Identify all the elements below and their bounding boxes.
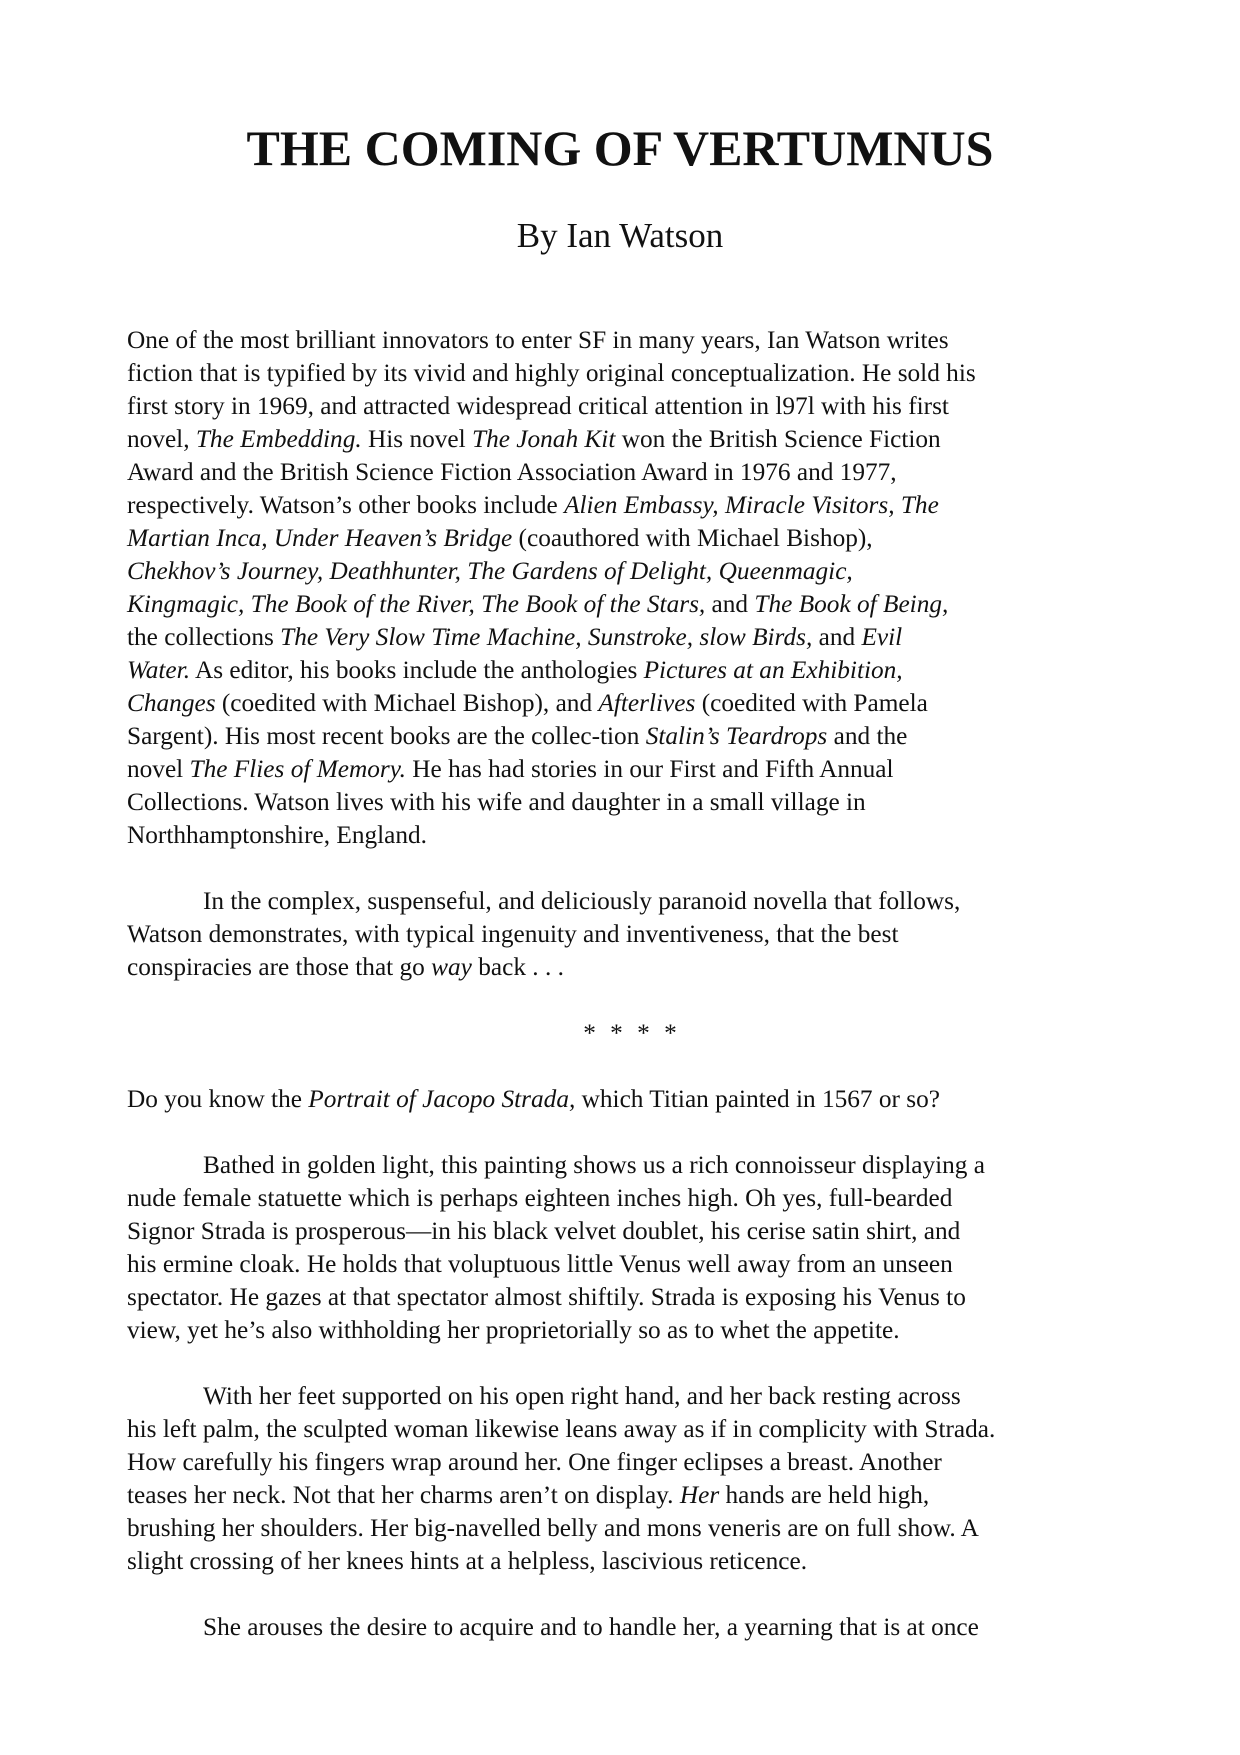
book-title: The Flies of Memory. (189, 755, 406, 783)
text-line: his ermine cloak. He holds that voluptuous little Venus well away from an unseen (127, 1250, 953, 1278)
text-line: Changes (coedited with Michael Bishop), and Afterlives (coedited with Pamela (127, 689, 928, 717)
text-line: Watson demonstrates, with typical ingenuity and inventiveness, that the best (127, 920, 899, 948)
text-line: novel, The Embedding. His novel The Jonah Kit won the British Science Fiction (127, 425, 941, 453)
text-line: nude female statuette which is perhaps eighteen inches high. Oh yes, full-bearded (127, 1184, 953, 1212)
emphasis: Her (679, 1481, 720, 1509)
text-line: Signor Strada is prosperous—in his black velvet doublet, his cerise satin shirt, and (127, 1217, 961, 1245)
text-line (127, 555, 1137, 588)
story-paragraph (127, 1380, 1137, 1578)
text-line: Martian Inca, Under Heaven’s Bridge (coauthored with Michael Bishop), (127, 524, 873, 552)
book-title: Water. (127, 656, 191, 684)
text-line: Water. As editor, his books include the anthologies Pictures at an Exhibition, (127, 656, 903, 684)
text-line: Do you know the Portrait of Jacopo Strada, which Titian painted in 1567 or so? (127, 1085, 940, 1113)
book-title: Chekhov’s Journey, Deathhunter, The Gardens of Delight, Queenmagic, (127, 557, 853, 585)
book-title: The Very Slow Time Machine, Sunstroke, slow Birds, (280, 623, 813, 651)
text-line: Collections. Watson lives with his wife and daughter in a small village in (127, 788, 866, 816)
emphasis: way (431, 953, 472, 981)
text-line: conspiracies are those that go way back . . . (127, 953, 564, 981)
story-title: THE COMING OF VERTUMNUS (246, 120, 994, 176)
book-title: Stalin’s Teardrops (645, 722, 828, 750)
book-title: Changes (127, 689, 216, 717)
book-title: Kingmagic, The Book of the River, The Book of the Stars, (127, 590, 706, 618)
story-paragraph (127, 1083, 1137, 1116)
book-title: Martian Inca, Under Heaven’s Bridge (127, 524, 513, 552)
text-line: Kingmagic, The Book of the River, The Book of the Stars, and The Book of Being, (127, 590, 949, 618)
book-title: Evil (861, 623, 903, 651)
text-line: view, yet he’s also withholding her proprietorially so as to whet the appetite. (127, 1316, 900, 1344)
book-title: Pictures at an Exhibition, (643, 656, 903, 684)
text-line: Northhamptonshire, England. (127, 821, 427, 849)
text-line: slight crossing of her knees hints at a helpless, lascivious reticence. (127, 1547, 808, 1575)
text-line: teases her neck. Not that her charms aren’t on display. Her hands are held high, (127, 1481, 930, 1509)
text-line: She arouses the desire to acquire and to handle her, a yearning that is at once (203, 1613, 979, 1641)
teaser-paragraph (127, 885, 1137, 984)
book-title: The Book of Being, (754, 590, 949, 618)
story-author: By Ian Watson (516, 216, 724, 255)
text-line: fiction that is typified by its vivid and highly original conceptualization. He sold his (127, 359, 976, 387)
book-title: Afterlives (598, 689, 696, 717)
text-line: How carefully his fingers wrap around her. One finger eclipses a breast. Another (127, 1448, 942, 1476)
story-body (127, 324, 1137, 1677)
text-line: One of the most brilliant innovators to enter SF in many years, Ian Watson writes (127, 326, 949, 354)
text-line: brushing her shoulders. Her big-navelled belly and mons veneris are on full show. A (127, 1514, 979, 1542)
book-title: Alien Embassy, Miracle Visitors, The (564, 491, 939, 519)
text-line: Award and the British Science Fiction Association Award in 1976 and 1977, (127, 458, 897, 486)
text-line: the collections The Very Slow Time Machine, Sunstroke, slow Birds, and Evil (127, 623, 903, 651)
text-line: his left palm, the sculpted woman likewise leans away as if in complicity with Strada. (127, 1415, 996, 1443)
text-line: first story in 1969, and attracted widespread critical attention in l97l with his first (127, 392, 949, 420)
painting-title: Portrait of Jacopo Strada, (308, 1085, 576, 1113)
story-paragraph (127, 1611, 1137, 1644)
text-line: In the complex, suspenseful, and deliciously paranoid novella that follows, (203, 887, 961, 915)
text-line: Sargent). His most recent books are the collec-tion Stalin’s Teardrops and the (127, 722, 908, 750)
text-line: With her feet supported on his open right hand, and her back resting across (203, 1382, 961, 1410)
story-paragraph (127, 1149, 1137, 1347)
text-line: spectator. He gazes at that spectator almost shiftily. Strada is exposing his Venus to (127, 1283, 966, 1311)
text-line: Bathed in golden light, this painting shows us a rich connoisseur displaying a (203, 1151, 986, 1179)
section-separator: * * * * (583, 1019, 681, 1047)
text-line: respectively. Watson’s other books include Alien Embassy, Miracle Visitors, The (127, 491, 939, 519)
book-title: The Embedding. (195, 425, 362, 453)
intro-paragraph (127, 324, 1137, 852)
text-line: novel The Flies of Memory. He has had stories in our First and Fifth Annual (127, 755, 894, 783)
book-title: The Jonah Kit (472, 425, 616, 453)
